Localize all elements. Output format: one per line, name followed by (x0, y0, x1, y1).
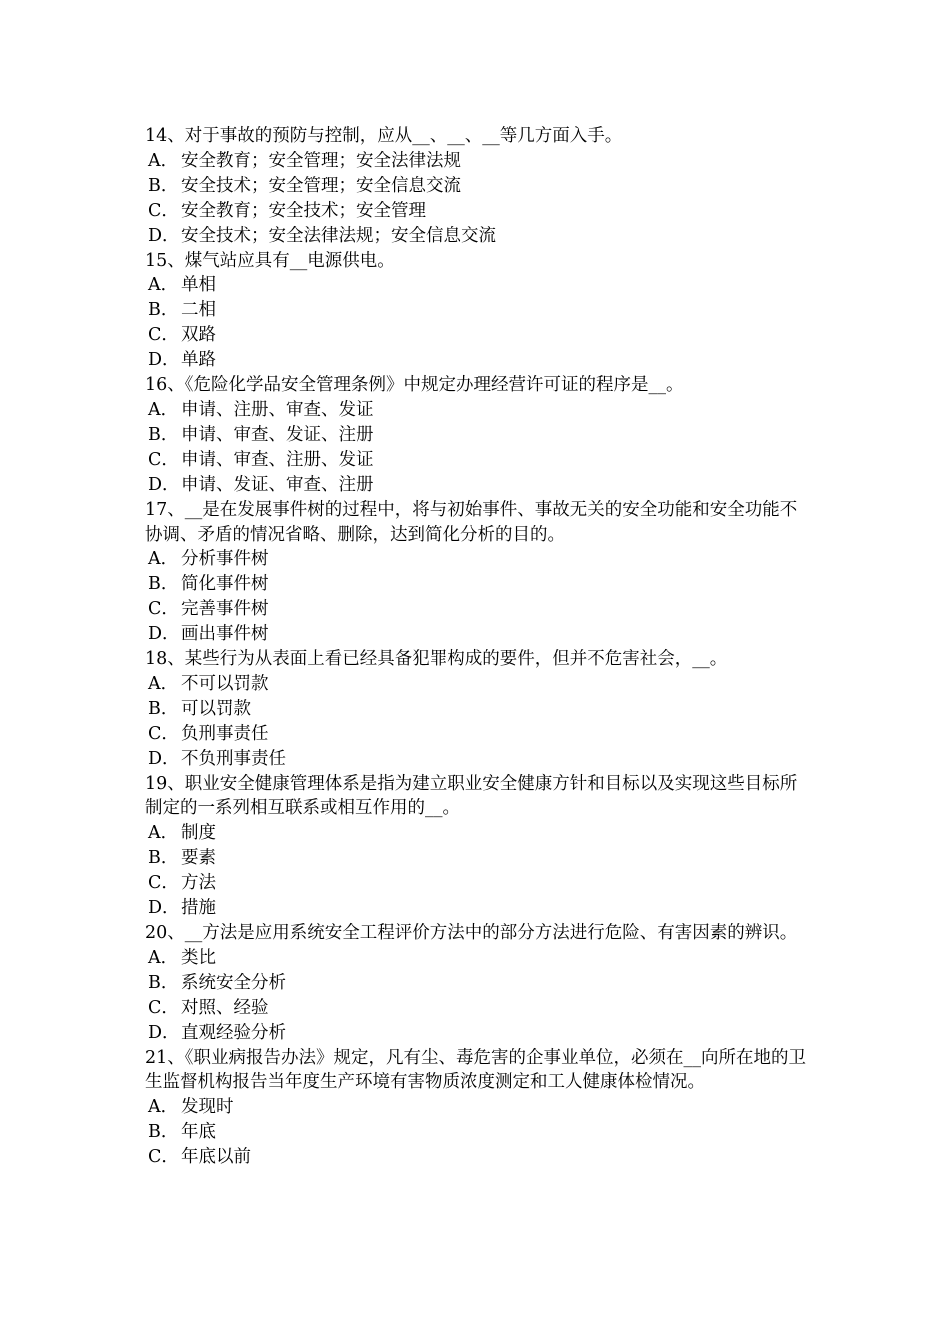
option-text: 年底 (181, 1122, 216, 1143)
option-text: 安全技术；安全管理；安全信息交流 (181, 175, 461, 196)
answer-option (145, 597, 809, 622)
answer-option (145, 174, 809, 199)
option-letter: D． (148, 350, 180, 371)
option-text: 二相 (181, 300, 216, 321)
question-text: 15、煤气站应具有__电源供电。 (145, 250, 395, 271)
question-block (145, 772, 809, 921)
question-text: 16、《危险化学品安全管理条例》中规定办理经营许可证的程序是__。 (145, 375, 684, 396)
option-letter: A． (148, 947, 179, 968)
option-text: 年底以前 (181, 1147, 251, 1168)
option-text: 申请、注册、审查、发证 (181, 399, 374, 420)
answer-option (145, 996, 809, 1021)
answer-option (145, 1095, 809, 1120)
option-letter: A． (148, 549, 179, 570)
answer-option (145, 547, 809, 572)
answer-option (145, 1021, 809, 1046)
option-text: 要素 (181, 848, 216, 869)
option-letter: D． (148, 225, 180, 246)
answer-option (145, 846, 809, 871)
option-letter: A． (148, 1097, 179, 1118)
answer-option (145, 747, 809, 772)
option-letter: B． (148, 574, 179, 595)
option-letter: A． (148, 673, 179, 694)
option-text: 负刑事责任 (181, 723, 269, 744)
answer-option (145, 149, 809, 174)
question-block (145, 249, 809, 374)
option-text: 安全技术；安全法律法规；安全信息交流 (181, 225, 496, 246)
option-text: 申请、发证、审查、注册 (181, 474, 374, 495)
question-text: 19、职业安全健康管理体系是指为建立职业安全健康方针和目标以及实现这些目标所制定的一系列相互联系或相互作用的__。 (145, 773, 798, 819)
option-letter: D． (148, 898, 180, 919)
question-block (145, 373, 809, 498)
answer-option (145, 348, 809, 373)
answer-option (145, 722, 809, 747)
option-text: 安全教育；安全技术；安全管理 (181, 200, 426, 221)
answer-option (145, 323, 809, 348)
answer-option (145, 946, 809, 971)
option-text: 双路 (181, 325, 216, 346)
answer-option (145, 224, 809, 249)
option-text: 可以罚款 (181, 698, 251, 719)
option-letter: B． (148, 1122, 179, 1143)
option-letter: B． (148, 424, 179, 445)
answer-option (145, 473, 809, 498)
option-letter: D． (148, 474, 180, 495)
question-block (145, 1046, 809, 1171)
option-text: 申请、审查、注册、发证 (181, 449, 374, 470)
answer-option (145, 398, 809, 423)
question-list (145, 124, 809, 1170)
option-text: 直观经验分析 (181, 1022, 286, 1043)
option-letter: B． (148, 698, 179, 719)
option-letter: B． (148, 300, 179, 321)
option-letter: C． (148, 997, 179, 1018)
option-letter: B． (148, 848, 179, 869)
answer-option (145, 1120, 809, 1145)
option-text: 系统安全分析 (181, 972, 286, 993)
answer-option (145, 572, 809, 597)
option-text: 分析事件树 (181, 549, 269, 570)
option-letter: C． (148, 449, 179, 470)
answer-option (145, 672, 809, 697)
option-letter: C． (148, 1147, 179, 1168)
option-letter: A． (148, 150, 179, 171)
option-letter: A． (148, 399, 179, 420)
question-text: 20、__方法是应用系统安全工程评价方法中的部分方法进行危险、有害因素的辨识。 (145, 923, 798, 943)
question-block (145, 498, 809, 647)
answer-option (145, 298, 809, 323)
question-text: 14、对于事故的预防与控制，应从__、__、__等几方面入手。 (145, 126, 623, 146)
answer-option (145, 871, 809, 896)
option-letter: C． (148, 723, 179, 744)
option-letter: A． (148, 823, 179, 844)
option-text: 类比 (181, 947, 216, 968)
question-block (145, 921, 809, 1046)
option-letter: D． (148, 748, 180, 769)
answer-option (145, 423, 809, 448)
option-text: 单路 (181, 350, 216, 371)
option-text: 不可以罚款 (181, 673, 269, 694)
option-letter: B． (148, 175, 179, 196)
option-letter: C． (148, 325, 179, 346)
option-text: 不负刑事责任 (181, 748, 286, 769)
option-letter: D． (148, 1022, 180, 1043)
option-text: 方法 (181, 873, 216, 894)
question-text: 21、《职业病报告办法》规定，凡有尘、毒危害的企事业单位，必须在__向所在地的卫生监督机构报告当年度生产环境有害物质浓度测定和工人健康体检情况。 (145, 1047, 807, 1093)
answer-option (145, 821, 809, 846)
option-text: 措施 (181, 898, 216, 919)
question-block (145, 647, 809, 772)
answer-option (145, 448, 809, 473)
question-text: 17、__是在发展事件树的过程中，将与初始事件、事故无关的安全功能和安全功能不协调、矛盾的情况省略、删除，达到简化分析的目的。 (145, 499, 798, 545)
question-block (145, 124, 809, 249)
option-letter: C． (148, 873, 179, 894)
answer-option (145, 199, 809, 224)
option-text: 对照、经验 (181, 997, 269, 1018)
option-letter: A． (148, 275, 179, 296)
question-text: 18、某些行为从表面上看已经具备犯罪构成的要件，但并不危害社会，__。 (145, 649, 728, 670)
option-text: 制度 (181, 823, 216, 844)
option-text: 画出事件树 (181, 624, 269, 645)
option-letter: D． (148, 624, 180, 645)
answer-option (145, 971, 809, 996)
answer-option (145, 896, 809, 921)
answer-option (145, 1145, 809, 1170)
option-text: 申请、审查、发证、注册 (181, 424, 374, 445)
answer-option (145, 273, 809, 298)
option-letter: C． (148, 599, 179, 620)
answer-option (145, 697, 809, 722)
option-letter: C． (148, 200, 179, 221)
option-text: 安全教育；安全管理；安全法律法规 (181, 150, 461, 171)
option-text: 简化事件树 (181, 574, 269, 595)
option-text: 单相 (181, 275, 216, 296)
option-letter: B． (148, 972, 179, 993)
answer-option (145, 622, 809, 647)
option-text: 完善事件树 (181, 599, 269, 620)
option-text: 发现时 (181, 1097, 234, 1118)
